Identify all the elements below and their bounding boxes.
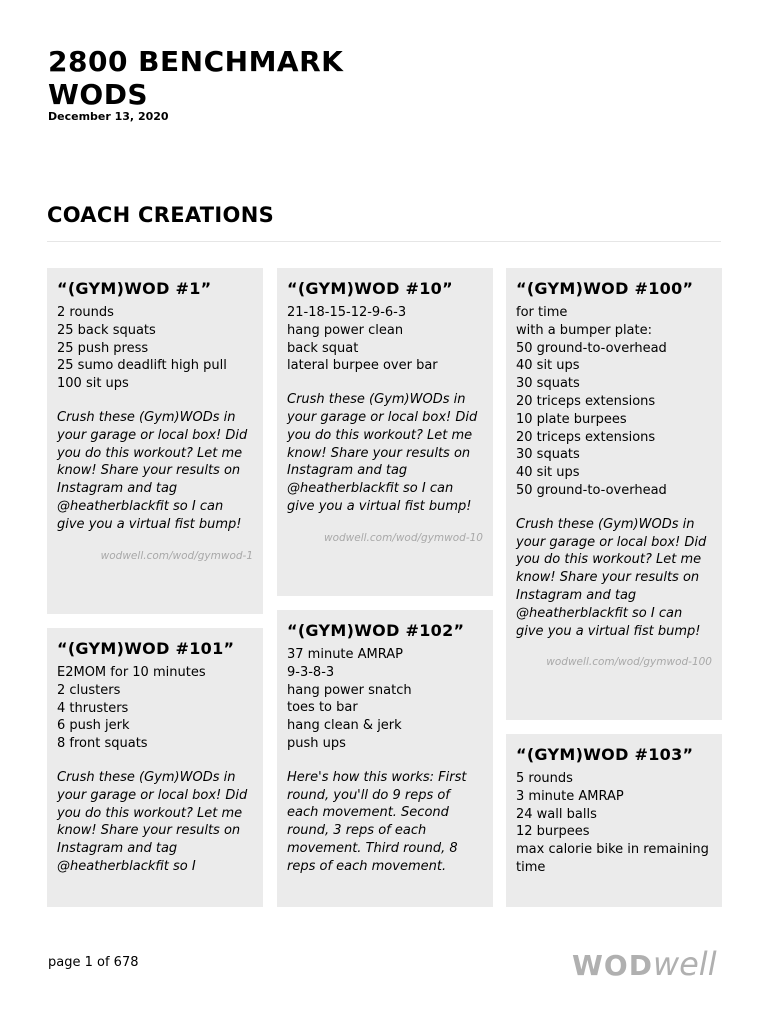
wod-line: lateral burpee over bar xyxy=(287,358,438,374)
wod-line: 12 burpees xyxy=(516,824,590,840)
wod-line: 6 push jerk xyxy=(57,718,130,734)
wod-line: 2 clusters xyxy=(57,682,121,698)
document-date: December 13, 2020 xyxy=(48,110,169,123)
wod-line: push ups xyxy=(287,735,346,751)
wod-line: 50 ground-to-overhead xyxy=(516,340,667,356)
wod-line: hang clean & jerk xyxy=(287,718,402,734)
document-title: 2800 BENCHMARK WODS xyxy=(48,45,344,111)
wod-line: 30 squats xyxy=(516,447,580,463)
wod-line: 37 minute AMRAP xyxy=(287,647,404,662)
wod-line: 2 rounds xyxy=(57,305,114,320)
wod-note: Crush these (Gym)WODs in your garage or local box! Did you do this workout? Let me know! Share your results on Instagram and tag @heatherblackfit so I can give you a virtual fist bump! xyxy=(516,516,707,639)
wod-line: 21-18-15-12-9-6-3 xyxy=(287,305,407,320)
wod-line: 40 sit ups xyxy=(516,465,580,481)
wod-line: E2MOM for 10 minutes xyxy=(57,665,206,680)
wod-link[interactable]: wodwell.com/wod/gymwod-100 xyxy=(546,656,712,669)
wod-movement-list xyxy=(57,304,253,393)
wod-card-gymwod-102[interactable] xyxy=(277,610,493,907)
wod-line: back squat xyxy=(287,340,359,356)
wod-card-title[interactable]: “(GYM)WOD #101” xyxy=(57,639,235,658)
wod-movement-list xyxy=(287,304,483,375)
section-title: COACH CREATIONS xyxy=(47,203,274,227)
wod-line: 25 back squats xyxy=(57,322,156,338)
wod-line: 50 ground-to-overhead xyxy=(516,482,667,498)
wod-link[interactable]: wodwell.com/wod/gymwod-10 xyxy=(323,531,483,544)
wod-line: max calorie bike in remaining time xyxy=(516,842,709,875)
wod-line: 24 wall balls xyxy=(516,806,597,822)
wod-card-title[interactable]: “(GYM)WOD #1” xyxy=(57,279,212,298)
wod-card-title[interactable]: “(GYM)WOD #102” xyxy=(287,621,465,640)
wod-line: 20 triceps extensions xyxy=(516,393,656,409)
wod-card-gymwod-1[interactable] xyxy=(47,268,263,614)
page-number: page 1 of 678 xyxy=(48,955,139,970)
wod-line: with a bumper plate: xyxy=(516,322,652,338)
wod-line: hang power clean xyxy=(287,322,404,338)
wod-line: for time xyxy=(516,305,568,320)
wod-line: 9-3-8-3 xyxy=(287,664,335,680)
wod-line: 3 minute AMRAP xyxy=(516,788,624,804)
wod-line: 25 push press xyxy=(57,340,149,356)
wod-note: Crush these (Gym)WODs in your garage or local box! Did you do this workout? Let me know! Share your results on Instagram and tag @heatherblackfit so I xyxy=(57,769,248,874)
wod-card-gymwod-101[interactable] xyxy=(47,628,263,907)
wod-line: 8 front squats xyxy=(57,736,148,752)
wod-card-gymwod-103[interactable] xyxy=(506,734,722,907)
wod-movement-list xyxy=(57,664,253,753)
wod-card-title[interactable]: “(GYM)WOD #10” xyxy=(287,279,453,298)
wod-link[interactable]: wodwell.com/wod/gymwod-1 xyxy=(100,549,253,562)
wod-note: Crush these (Gym)WODs in your garage or local box! Did you do this workout? Let me know! Share your results on Instagram and tag @heatherblackfit so I can give you a virtual fist bump! xyxy=(57,409,248,532)
wod-line: 5 rounds xyxy=(516,771,573,786)
wod-line: 20 triceps extensions xyxy=(516,429,656,445)
wod-movement-list xyxy=(516,770,712,877)
section-divider xyxy=(47,241,721,242)
wod-note: Here's how this works: First round, you'll do 9 reps of each movement. Second round, 3 reps of each movement. Third round, 8 reps of each movement. xyxy=(287,769,467,874)
wod-card-gymwod-100[interactable] xyxy=(506,268,722,720)
wod-card-title[interactable]: “(GYM)WOD #103” xyxy=(516,745,694,764)
wod-line: 100 sit ups xyxy=(57,376,129,392)
wod-line: 40 sit ups xyxy=(516,358,580,374)
wod-line: 10 plate burpees xyxy=(516,411,627,427)
wod-line: 30 squats xyxy=(516,376,580,392)
wod-movement-list xyxy=(287,646,483,753)
wod-card-title[interactable]: “(GYM)WOD #100” xyxy=(516,279,694,298)
wod-card-gymwod-10[interactable] xyxy=(277,268,493,596)
logo-wod-text: WOD xyxy=(572,949,653,982)
wod-line: hang power snatch xyxy=(287,682,412,698)
wod-line: toes to bar xyxy=(287,700,358,716)
wod-line: 4 thrusters xyxy=(57,700,129,716)
wod-line: 25 sumo deadlift high pull xyxy=(57,358,227,374)
wod-note: Crush these (Gym)WODs in your garage or local box! Did you do this workout? Let me know! Share your results on Instagram and tag @heatherblackfit so I can give you a virtual fist bump! xyxy=(287,392,478,514)
wodwell-logo xyxy=(572,944,717,986)
logo-well-text: well xyxy=(652,945,717,983)
wod-movement-list xyxy=(516,304,712,500)
